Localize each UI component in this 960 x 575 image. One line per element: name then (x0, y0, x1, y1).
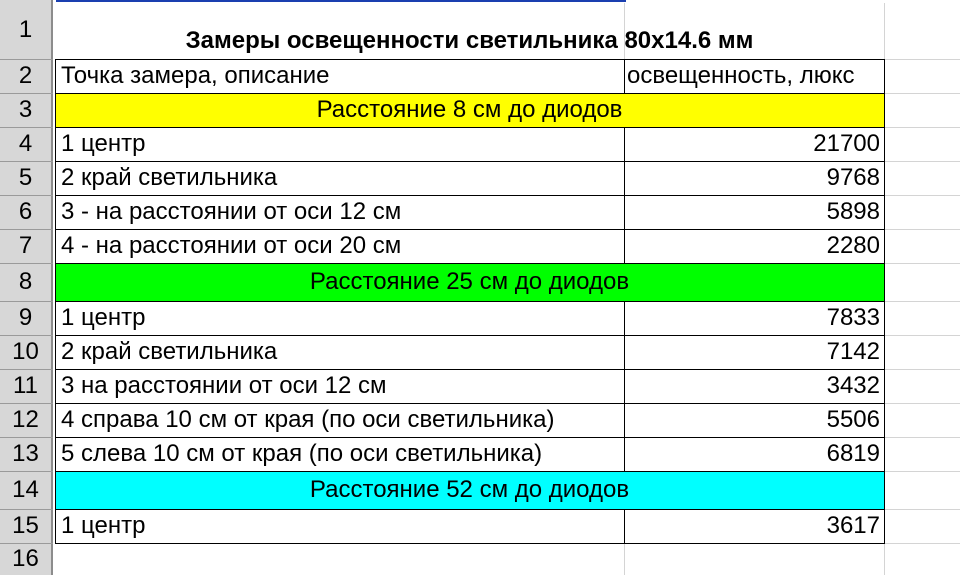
row-desc[interactable]: 2 край светильника (61, 338, 278, 365)
row-header-15[interactable]: 15 (0, 509, 53, 543)
row-desc[interactable]: 1 центр (61, 304, 146, 331)
section-8cm[interactable]: Расстояние 8 см до диодов (55, 93, 884, 127)
row-header-16[interactable]: 16 (0, 543, 53, 575)
row-desc[interactable]: 1 центр (61, 130, 146, 157)
row-header-1[interactable]: 1 (0, 0, 53, 59)
row-header-6[interactable]: 6 (0, 195, 53, 229)
row-desc[interactable]: 5 слева 10 см от края (по оси светильника) (61, 440, 543, 467)
row-header-14[interactable]: 14 (0, 471, 53, 509)
row-lux[interactable]: 2280 (826, 232, 880, 259)
row-desc[interactable]: 4 - на расстоянии от оси 20 см (61, 232, 402, 259)
row-desc[interactable]: 3 - на расстоянии от оси 12 см (61, 198, 402, 225)
row-lux[interactable]: 9768 (826, 164, 880, 191)
row-desc[interactable]: 1 центр (61, 512, 146, 539)
column-header-illuminance[interactable]: освещенность, люкс (627, 62, 855, 89)
row-header-9[interactable]: 9 (0, 301, 53, 335)
row-desc[interactable]: 4 справа 10 см от края (по оси светильника) (61, 406, 555, 433)
row-header-10[interactable]: 10 (0, 335, 53, 369)
section-52cm[interactable]: Расстояние 52 см до диодов (55, 471, 884, 509)
row-lux[interactable]: 7833 (826, 304, 880, 331)
row-header-7[interactable]: 7 (0, 229, 53, 263)
row-header-5[interactable]: 5 (0, 161, 53, 195)
row-header-13[interactable]: 13 (0, 437, 53, 471)
row-header-3[interactable]: 3 (0, 93, 53, 127)
row-desc[interactable]: 2 край светильника (61, 164, 278, 191)
row-lux[interactable]: 5506 (826, 406, 880, 433)
row-header-8[interactable]: 8 (0, 263, 53, 301)
row-header-12[interactable]: 12 (0, 403, 53, 437)
section-25cm[interactable]: Расстояние 25 см до диодов (55, 263, 884, 301)
column-header-description[interactable]: Точка замера, описание (61, 62, 330, 89)
row-header-4[interactable]: 4 (0, 127, 53, 161)
row-lux[interactable]: 5898 (826, 198, 880, 225)
row-lux[interactable]: 6819 (826, 440, 880, 467)
sheet-title[interactable]: Замеры освещенности светильника 80х14.6 мм (185, 26, 754, 54)
row-header-2[interactable]: 2 (0, 59, 53, 93)
row-desc[interactable]: 3 на расстоянии от оси 12 см (61, 372, 387, 399)
row-lux[interactable]: 3617 (826, 512, 880, 539)
row-header-11[interactable]: 11 (0, 369, 53, 403)
row-lux[interactable]: 7142 (826, 338, 880, 365)
row-lux[interactable]: 3432 (826, 372, 880, 399)
row-lux[interactable]: 21700 (813, 130, 880, 157)
